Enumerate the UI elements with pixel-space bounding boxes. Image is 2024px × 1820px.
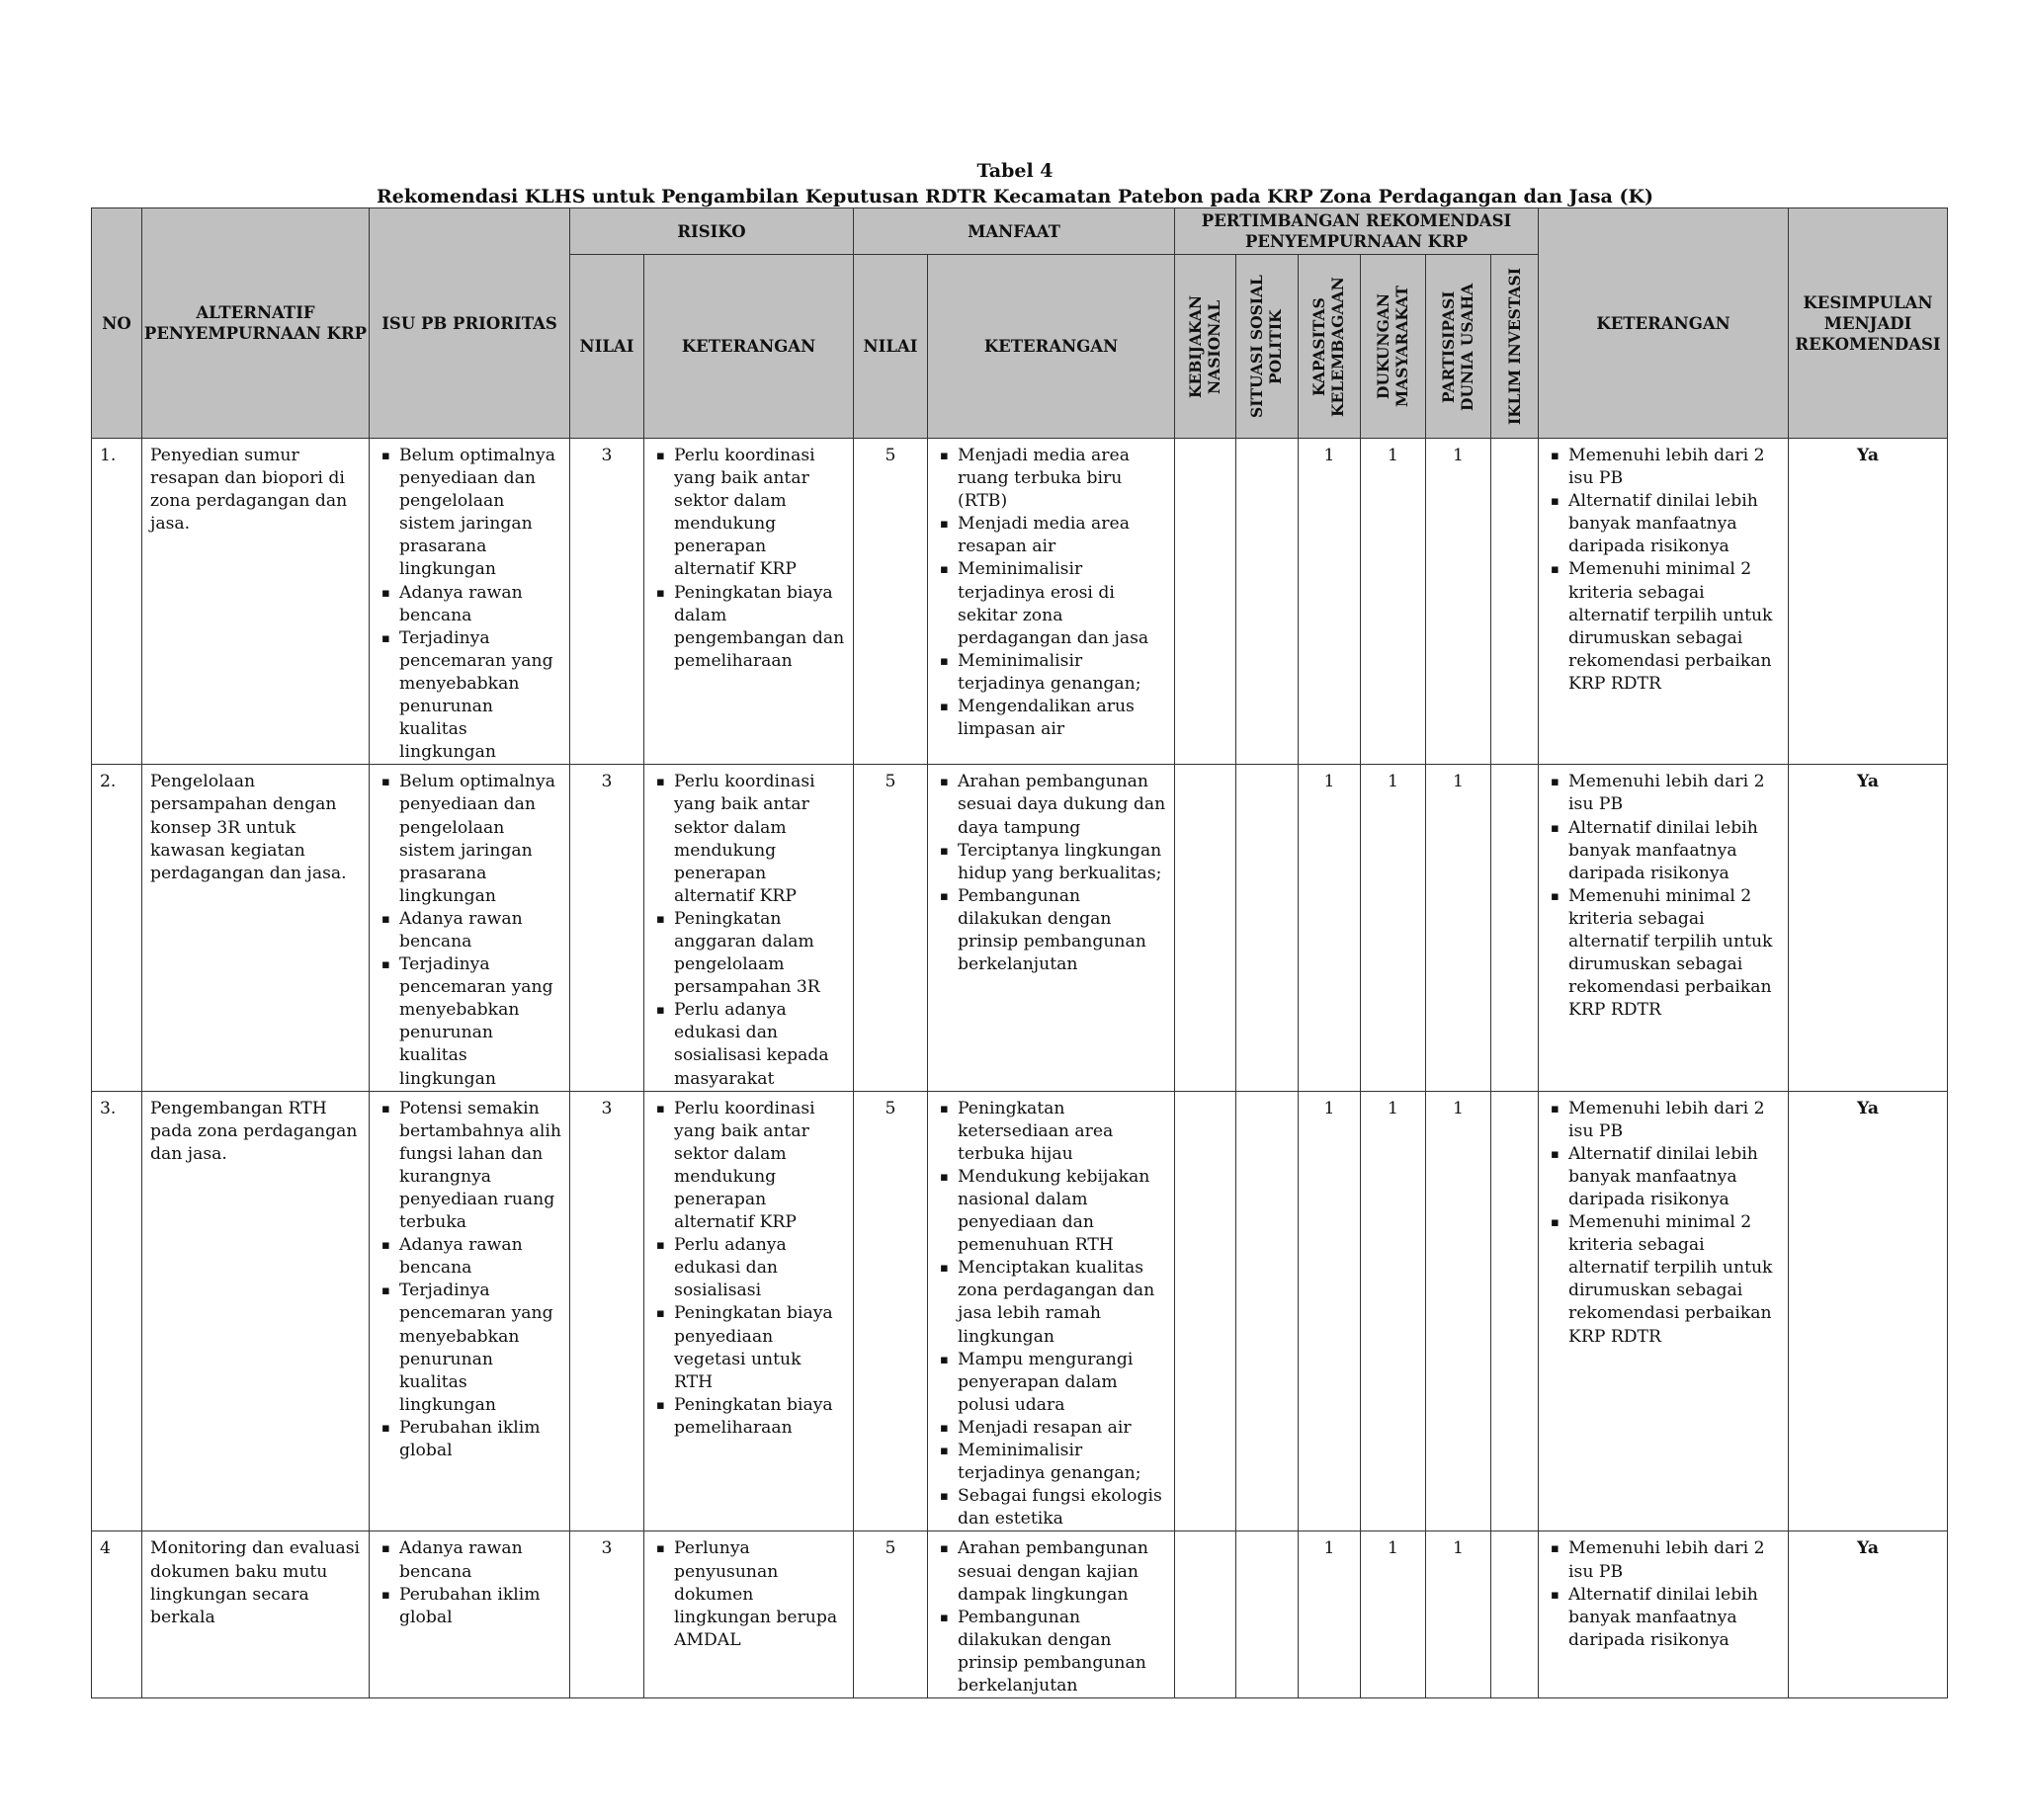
- header-manfaat-nilai: NILAI: [854, 255, 928, 439]
- row-alternatif: Pengelolaan persampahan dengan konsep 3R untuk kawasan kegiatan perdagangan dan jasa.: [142, 765, 370, 1091]
- table-caption: Rekomendasi KLHS untuk Pengambilan Keputusan RDTR Kecamatan Patebon pada KRP Zona Perdagangan dan Jasa (K): [377, 186, 1653, 207]
- list-item: ▪ Meminimalisir terjadinya genangan;: [936, 650, 1166, 696]
- list-item: ▪ Alternatif dinilai lebih banyak manfaatnya daripada risikonya: [1547, 1584, 1780, 1652]
- table-row: [92, 765, 1948, 1091]
- row-manfaat-keterangan: [928, 439, 1175, 765]
- header-pertimbangan: PERTIMBANGAN REKOMENDASI PENYEMPURNAAN KRP: [1175, 208, 1539, 255]
- row-keterangan: [1539, 439, 1789, 765]
- list-item: ▪ Memenuhi lebih dari 2 isu PB: [1547, 771, 1780, 816]
- row-kebijakan: [1175, 765, 1236, 1091]
- row-risiko-keterangan: [644, 439, 854, 765]
- table-row: [92, 1091, 1948, 1531]
- list-item: ▪ Peningkatan ketersediaan area terbuka hijau: [936, 1098, 1166, 1166]
- row-kebijakan: [1175, 1531, 1236, 1698]
- list-item: ▪ Adanya rawan bencana: [378, 1537, 561, 1583]
- header-risiko-nilai: NILAI: [570, 255, 644, 439]
- list-item: ▪ Perubahan iklim global: [378, 1417, 561, 1462]
- header-situasi: SITUASI SOSIAL POLITIK: [1236, 255, 1299, 439]
- table-row: [92, 1531, 1948, 1698]
- list-item: ▪ Adanya rawan bencana: [378, 908, 561, 953]
- list-item: ▪ Terjadinya pencemaran yang menyebabkan penurunan kualitas lingkungan: [378, 627, 561, 765]
- row-kesimpulan: Ya: [1789, 1091, 1948, 1531]
- row-dukungan: 1: [1361, 765, 1426, 1091]
- list-item: ▪ Alternatif dinilai lebih banyak manfaatnya daripada risikonya: [1547, 817, 1780, 885]
- header-risiko: RISIKO: [570, 208, 854, 255]
- row-risiko-nilai: 3: [570, 1091, 644, 1531]
- row-no: 1.: [92, 439, 142, 765]
- row-alternatif: Monitoring dan evaluasi dokumen baku mutu lingkungan secara berkala: [142, 1531, 370, 1698]
- list-item: ▪ Peningkatan anggaran dalam pengelolaam persampahan 3R: [652, 908, 845, 999]
- row-situasi: [1236, 765, 1299, 1091]
- header-partisipasi: PARTISIPASI DUNIA USAHA: [1426, 255, 1491, 439]
- list-item: ▪ Pembangunan dilakukan dengan prinsip pembangunan berkelanjutan: [936, 885, 1166, 976]
- row-isu: [370, 439, 570, 765]
- list-item: ▪ Belum optimalnya penyediaan dan pengelolaan sistem jaringan prasarana lingkungan: [378, 771, 561, 908]
- table-number: Tabel 4: [976, 160, 1054, 182]
- list-item: ▪ Memenuhi minimal 2 kriteria sebagai alternatif terpilih untuk dirumuskan sebagai rekomendasi perbaikan KRP RDTR: [1547, 558, 1780, 696]
- list-item: ▪ Perubahan iklim global: [378, 1584, 561, 1629]
- row-risiko-keterangan: [644, 765, 854, 1091]
- list-item: ▪ Pembangunan dilakukan dengan prinsip pembangunan berkelanjutan: [936, 1607, 1166, 1697]
- list-item: ▪ Adanya rawan bencana: [378, 582, 561, 627]
- row-iklim: [1491, 765, 1539, 1091]
- list-item: ▪ Menciptakan kualitas zona perdagangan dan jasa lebih ramah lingkungan: [936, 1257, 1166, 1348]
- row-situasi: [1236, 1091, 1299, 1531]
- list-item: ▪ Memenuhi lebih dari 2 isu PB: [1547, 445, 1780, 490]
- list-item: ▪ Mendukung kebijakan nasional dalam penyediaan dan pemenuhuan RTH: [936, 1166, 1166, 1257]
- list-item: ▪ Peningkatan biaya dalam pengembangan dan pemeliharaan: [652, 582, 845, 673]
- table-row: [92, 439, 1948, 765]
- list-item: ▪ Memenuhi minimal 2 kriteria sebagai alternatif terpilih untuk dirumuskan sebagai rekomendasi perbaikan KRP RDTR: [1547, 1211, 1780, 1349]
- header-iklim: IKLIM INVESTASI: [1491, 255, 1539, 439]
- row-risiko-keterangan: [644, 1091, 854, 1531]
- row-risiko-keterangan: [644, 1531, 854, 1698]
- row-risiko-nilai: 3: [570, 1531, 644, 1698]
- row-kebijakan: [1175, 439, 1236, 765]
- list-item: ▪ Terjadinya pencemaran yang menyebabkan penurunan kualitas lingkungan: [378, 953, 561, 1091]
- row-manfaat-nilai: 5: [854, 765, 928, 1091]
- list-item: ▪ Menjadi resapan air: [936, 1417, 1166, 1440]
- list-item: ▪ Perlu adanya edukasi dan sosialisasi kepada masyarakat: [652, 999, 845, 1090]
- row-situasi: [1236, 1531, 1299, 1698]
- row-partisipasi: 1: [1426, 439, 1491, 765]
- list-item: ▪ Potensi semakin bertambahnya alih fungsi lahan dan kurangnya penyediaan ruang terbuka: [378, 1098, 561, 1235]
- row-kebijakan: [1175, 1091, 1236, 1531]
- row-manfaat-keterangan: [928, 1091, 1175, 1531]
- row-kesimpulan: Ya: [1789, 765, 1948, 1091]
- row-iklim: [1491, 1091, 1539, 1531]
- row-dukungan: 1: [1361, 439, 1426, 765]
- list-item: ▪ Menjadi media area resapan air: [936, 513, 1166, 558]
- row-keterangan: [1539, 765, 1789, 1091]
- row-isu: [370, 1091, 570, 1531]
- header-risiko-keterangan: KETERANGAN: [644, 255, 854, 439]
- header-isu: ISU PB PRIORITAS: [370, 208, 570, 439]
- list-item: ▪ Arahan pembangunan sesuai dengan kajian dampak lingkungan: [936, 1537, 1166, 1606]
- row-alternatif: Pengembangan RTH pada zona perdagangan dan jasa.: [142, 1091, 370, 1531]
- row-keterangan: [1539, 1091, 1789, 1531]
- list-item: ▪ Adanya rawan bencana: [378, 1234, 561, 1280]
- list-item: ▪ Mengendalikan arus limpasan air: [936, 696, 1166, 741]
- list-item: ▪ Peningkatan biaya pemeliharaan: [652, 1394, 845, 1440]
- header-no: NO: [92, 208, 142, 439]
- header-alternatif: ALTERNATIF PENYEMPURNAAN KRP: [142, 208, 370, 439]
- row-manfaat-keterangan: [928, 765, 1175, 1091]
- list-item: ▪ Sebagai fungsi ekologis dan estetika: [936, 1485, 1166, 1530]
- list-item: ▪ Terjadinya pencemaran yang menyebabkan penurunan kualitas lingkungan: [378, 1280, 561, 1417]
- row-manfaat-nilai: 5: [854, 439, 928, 765]
- row-partisipasi: 1: [1426, 1091, 1491, 1531]
- recommendation-table: [91, 207, 1948, 1698]
- row-kapasitas: 1: [1299, 1091, 1361, 1531]
- table-title: [91, 158, 1939, 209]
- list-item: ▪ Perlu koordinasi yang baik antar sektor dalam mendukung penerapan alternatif KRP: [652, 771, 845, 908]
- row-risiko-nilai: 3: [570, 765, 644, 1091]
- list-item: ▪ Perlu koordinasi yang baik antar sektor dalam mendukung penerapan alternatif KRP: [652, 445, 845, 582]
- list-item: ▪ Memenuhi lebih dari 2 isu PB: [1547, 1098, 1780, 1143]
- row-no: 4: [92, 1531, 142, 1698]
- row-kapasitas: 1: [1299, 439, 1361, 765]
- list-item: ▪ Memenuhi lebih dari 2 isu PB: [1547, 1537, 1780, 1583]
- list-item: ▪ Meminimalisir terjadinya erosi di sekitar zona perdagangan dan jasa: [936, 558, 1166, 649]
- list-item: ▪ Belum optimalnya penyediaan dan pengelolaan sistem jaringan prasarana lingkungan: [378, 445, 561, 582]
- list-item: ▪ Perlunya penyusunan dokumen lingkungan berupa AMDAL: [652, 1537, 845, 1651]
- list-item: ▪ Menjadi media area ruang terbuka biru (RTB): [936, 445, 1166, 513]
- list-item: ▪ Perlu koordinasi yang baik antar sektor dalam mendukung penerapan alternatif KRP: [652, 1098, 845, 1235]
- list-item: ▪ Perlu adanya edukasi dan sosialisasi: [652, 1234, 845, 1302]
- row-keterangan: [1539, 1531, 1789, 1698]
- list-item: ▪ Mampu mengurangi penyerapan dalam polusi udara: [936, 1349, 1166, 1417]
- header-kebijakan: KEBIJAKAN NASIONAL: [1175, 255, 1236, 439]
- row-manfaat-nilai: 5: [854, 1091, 928, 1531]
- list-item: ▪ Terciptanya lingkungan hidup yang berkualitas;: [936, 840, 1166, 885]
- row-partisipasi: 1: [1426, 765, 1491, 1091]
- list-item: ▪ Meminimalisir terjadinya genangan;: [936, 1440, 1166, 1485]
- row-partisipasi: 1: [1426, 1531, 1491, 1698]
- list-item: ▪ Peningkatan biaya penyediaan vegetasi untuk RTH: [652, 1302, 845, 1393]
- header-manfaat-keterangan: KETERANGAN: [928, 255, 1175, 439]
- row-situasi: [1236, 439, 1299, 765]
- header-dukungan: DUKUNGAN MASYARAKAT: [1361, 255, 1426, 439]
- row-dukungan: 1: [1361, 1531, 1426, 1698]
- list-item: ▪ Memenuhi minimal 2 kriteria sebagai alternatif terpilih untuk dirumuskan sebagai rekomendasi perbaikan KRP RDTR: [1547, 885, 1780, 1023]
- header-manfaat: MANFAAT: [854, 208, 1175, 255]
- row-isu: [370, 1531, 570, 1698]
- row-isu: [370, 765, 570, 1091]
- row-iklim: [1491, 439, 1539, 765]
- row-dukungan: 1: [1361, 1091, 1426, 1531]
- row-risiko-nilai: 3: [570, 439, 644, 765]
- list-item: ▪ Arahan pembangunan sesuai daya dukung dan daya tampung: [936, 771, 1166, 839]
- row-kapasitas: 1: [1299, 1531, 1361, 1698]
- row-alternatif: Penyedian sumur resapan dan biopori di zona perdagangan dan jasa.: [142, 439, 370, 765]
- row-iklim: [1491, 1531, 1539, 1698]
- row-no: 3.: [92, 1091, 142, 1531]
- row-manfaat-nilai: 5: [854, 1531, 928, 1698]
- row-manfaat-keterangan: [928, 1531, 1175, 1698]
- row-kesimpulan: Ya: [1789, 1531, 1948, 1698]
- row-no: 2.: [92, 765, 142, 1091]
- header-kesimpulan: KESIMPULAN MENJADI REKOMENDASI: [1789, 208, 1948, 439]
- list-item: ▪ Alternatif dinilai lebih banyak manfaatnya daripada risikonya: [1547, 1143, 1780, 1211]
- row-kapasitas: 1: [1299, 765, 1361, 1091]
- row-kesimpulan: Ya: [1789, 439, 1948, 765]
- header-kapasitas: KAPASITAS KELEMBAGAAN: [1299, 255, 1361, 439]
- list-item: ▪ Alternatif dinilai lebih banyak manfaatnya daripada risikonya: [1547, 490, 1780, 558]
- header-keterangan-akhir: KETERANGAN: [1539, 208, 1789, 439]
